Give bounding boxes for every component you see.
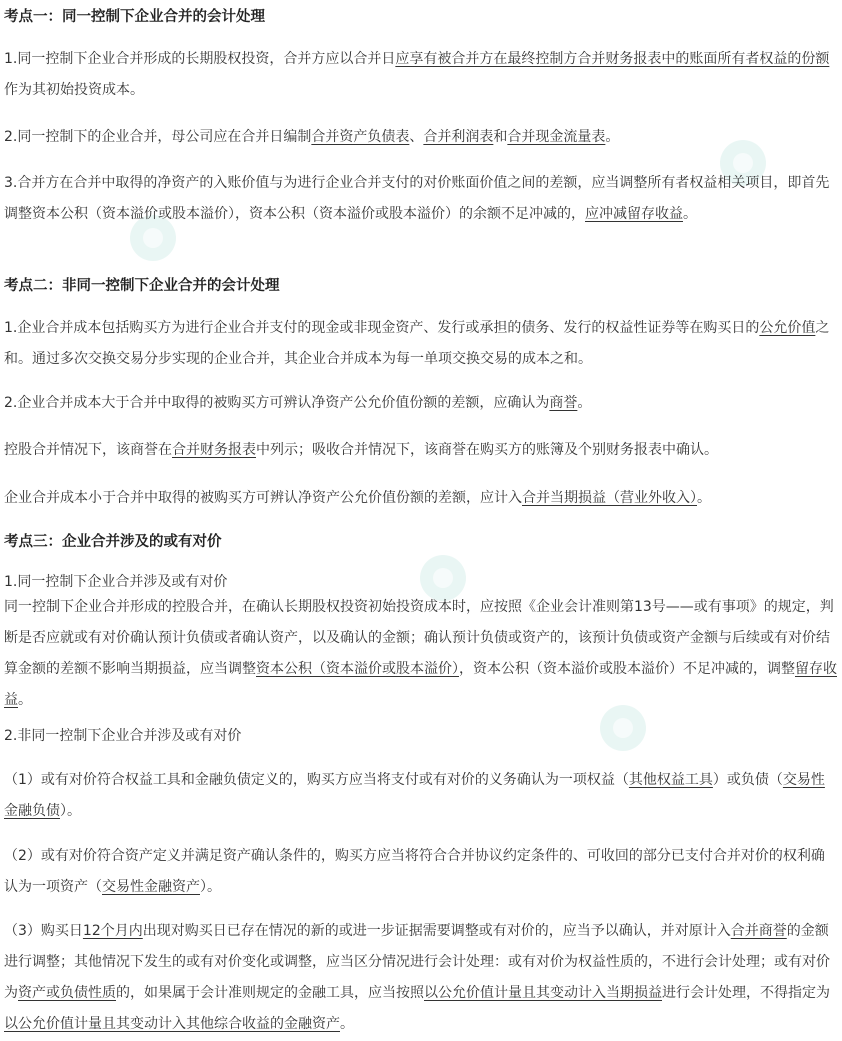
- paragraph-text: 。: [18, 692, 32, 708]
- paragraph-text: ）或负债（: [712, 772, 783, 788]
- underlined-key-term: 交易性金融资产: [102, 879, 200, 895]
- underlined-key-term: 资产或负债性质: [18, 985, 116, 1001]
- paragraph-text: 1.企业合并成本包括购买方为进行企业合并支付的现金或非现金资产、发行或承担的债务、发行的权益性证券等在购买日的: [4, 320, 760, 336]
- paragraph: [4, 592, 838, 716]
- paragraph-text: 的金额进行调整；其他情况下发生的或有对价变化或调整，应当区分情况进行会计处理：或有对价为权益性质的，不进行会计处理；或有对价为: [4, 923, 830, 1001]
- paragraph: [4, 435, 838, 466]
- paragraph-text: 和: [493, 129, 508, 145]
- paragraph-text: 同一控制下企业合并形成的控股合并，在确认长期股权投资初始投资成本时，应按照《企业会计准则第13号——或有事项》的规定，判断是否应就或有对价确认预计负债或者确认资产，以及确认的金额；确认预计负债或资产的，该预计负债或资产金额与后续或有对价结算金额的差额不影响当期损益，应当调整: [4, 599, 834, 677]
- paragraph-text: （1）或有对价符合权益工具和金融负债定义的，购买方应当将支付或有对价的义务确认为一项权益（: [4, 772, 629, 788]
- paragraph-text: （2）或有对价符合资产定义并满足资产确认条件的，购买方应当将符合合并协议约定条件的、可收回的部分已支付合并对价的权利确认为一项资产（: [4, 848, 825, 895]
- paragraph-text: （3）购买日: [4, 923, 83, 939]
- section-heading: 考点三：企业合并涉及的或有对价: [4, 534, 222, 550]
- underlined-key-term: 合并利润表: [423, 129, 494, 145]
- paragraph-text: 。: [605, 129, 620, 145]
- paragraph-text: 。: [697, 490, 711, 506]
- paragraph-text: 、: [409, 129, 424, 145]
- paragraph: [4, 168, 838, 230]
- paragraph-text: ）。: [60, 803, 81, 819]
- paragraph-text: ，资本公积（资本溢价或股本溢价）不足冲减的，调整: [459, 661, 795, 677]
- paragraph-text: 2.同一控制下的企业合并，母公司应在合并日编制: [4, 129, 312, 145]
- paragraph-text: 进行会计处理，不得指定为: [662, 985, 830, 1001]
- paragraph-text: 。: [340, 1016, 354, 1032]
- underlined-key-term: 合并商誉: [730, 923, 787, 939]
- underlined-key-term: 以公允价值计量且其变动计入当期损益: [424, 985, 662, 1001]
- paragraph: [4, 44, 838, 106]
- paragraph-text: 。: [683, 206, 697, 222]
- paragraph: [4, 313, 838, 375]
- section-heading: 考点一：同一控制下企业合并的会计处理: [4, 9, 265, 25]
- paragraph: [4, 483, 838, 514]
- paragraph: [4, 122, 838, 153]
- underlined-key-term: 合并当期损益（营业外收入）: [522, 490, 697, 506]
- underlined-key-term: 合并现金流量表: [507, 129, 606, 145]
- underlined-key-term: 交易性金融负债: [4, 772, 825, 819]
- underlined-key-term: 留存收益: [4, 661, 837, 708]
- underlined-key-term: 公允价值: [759, 320, 816, 336]
- paragraph-text: 控股合并情况下，该商誉在: [4, 442, 172, 458]
- underlined-key-term: 应冲减留存收益: [585, 206, 683, 222]
- underlined-key-term: 12个月内: [82, 923, 143, 939]
- underlined-key-term: 合并财务报表: [172, 442, 256, 458]
- paragraph-text: 中列示；吸收合并情况下，该商誉在购买方的账簿及个别财务报表中确认。: [256, 442, 718, 458]
- paragraph-text: 。: [577, 395, 592, 411]
- paragraph-text: 作为其初始投资成本。: [4, 82, 144, 98]
- paragraph-text: 2.非同一控制下企业合并涉及或有对价: [4, 728, 242, 744]
- underlined-key-term: 其他权益工具: [628, 772, 713, 788]
- paragraph: [4, 841, 838, 903]
- paragraph: [4, 916, 838, 1040]
- paragraph-text: 企业合并成本小于合并中取得的被购买方可辨认净资产公允价值份额的差额，应计入: [4, 490, 522, 506]
- paragraph-text: 出现对购买日已存在情况的新的或进一步证据需要调整或有对价的，应当予以确认，并对原计入: [142, 923, 731, 939]
- underlined-key-term: 资本公积（资本溢价或股本溢价）: [256, 661, 459, 677]
- paragraph-text: 1.同一控制下企业合并涉及或有对价: [4, 574, 228, 590]
- paragraph-text: 之和。通过多次交换交易分步实现的企业合并，其企业合并成本为每一单项交换交易的成本之和。: [4, 320, 830, 367]
- underlined-key-term: 应享有被合并方在最终控制方合并财务报表中的账面所有者权益的份额: [395, 51, 830, 67]
- paragraph-text: 3.合并方在合并中取得的净资产的入账价值与为进行企业合并支付的对价账面价值之间的差额，应当调整所有者权益相关项目，即首先调整资本公积（资本溢价或股本溢价），资本公积（资本溢价或股本溢价）的余额不足冲减的，: [4, 175, 830, 222]
- paragraph: [4, 721, 838, 752]
- paragraph-text: ）。: [200, 879, 221, 895]
- paragraph: [4, 765, 838, 827]
- paragraph-text: 2.企业合并成本大于合并中取得的被购买方可辨认净资产公允价值份额的差额，应确认为: [4, 395, 550, 411]
- underlined-key-term: 以公允价值计量且其变动计入其他综合收益的金融资产: [4, 1016, 340, 1032]
- section-heading: 考点二：非同一控制下企业合并的会计处理: [4, 278, 280, 294]
- underlined-key-term: 合并资产负债表: [311, 129, 410, 145]
- paragraph: [4, 388, 838, 419]
- paragraph-text: 1.同一控制下企业合并形成的长期股权投资，合并方应以合并日: [4, 51, 396, 67]
- underlined-key-term: 商誉: [549, 395, 578, 411]
- paragraph-text: 的，如果属于会计准则规定的金融工具，应当按照: [116, 985, 424, 1001]
